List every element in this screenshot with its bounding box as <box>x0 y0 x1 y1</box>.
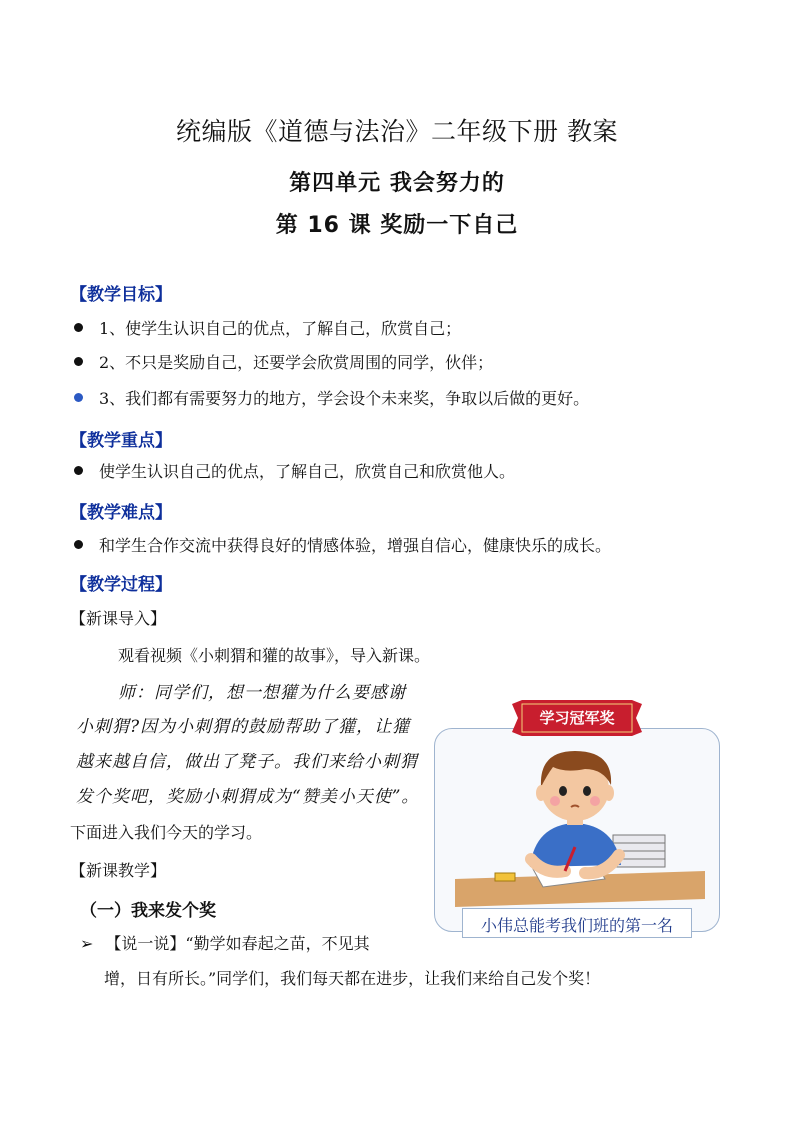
teacher-line: 小刺猬?因为小刺猬的鼓励帮助了獾，让獾 <box>76 717 411 737</box>
boy-studying-image <box>435 729 719 931</box>
intro-label: 【新课导入】 <box>70 609 167 628</box>
intro-text: 观看视频《小刺猬和獾的故事》，导入新课。 <box>118 646 431 665</box>
document-title: 统编版《道德与法治》二年级下册 教案 <box>176 117 618 146</box>
difficulty-item: 和学生合作交流中获得良好的情感体验，增强自信心，健康快乐的成长。 <box>74 535 611 557</box>
teach-label: 【新课教学】 <box>70 861 167 880</box>
key-points-heading: 【教学重点】 <box>70 431 172 451</box>
goal-item: 1、使学生认识自己的优点，了解自己，欣赏自己； <box>74 318 461 340</box>
teacher-line: 下面进入我们今天的学习。 <box>70 823 263 842</box>
goal-item: 3、我们都有需要努力的地方，学会设个未来奖，争取以后做的更好。 <box>74 388 589 410</box>
illustration-frame <box>434 728 720 932</box>
goals-heading: 【教学目标】 <box>70 285 172 305</box>
goal-item: 2、不只是奖励自己，还要学会欣赏周围的同学，伙伴； <box>74 352 493 374</box>
bullet-icon <box>74 393 83 402</box>
part1-title: （一）我来发个奖 <box>80 901 216 921</box>
teacher-line: 越来越自信，做出了凳子。我们来给小刺猬 <box>76 752 418 772</box>
unit-title: 第四单元 我会努力的 <box>289 171 505 196</box>
caption-text: 小伟总能考我们班的第一名 <box>480 916 673 935</box>
teacher-line: 发个奖吧，奖励小刺猬成为“赞美小天使”。 <box>76 787 420 807</box>
say-line: ➢ 【说一说】“勤学如春起之苗，不见其 <box>80 934 370 953</box>
caption-box <box>462 908 692 938</box>
teacher-line: 师：同学们，想一想獾为什么要感谢 <box>118 683 406 703</box>
bullet-icon <box>74 540 83 549</box>
lesson-title: 第 16 课 奖励一下自己 <box>275 213 519 238</box>
key-point-item: 使学生认识自己的优点，了解自己，欣赏自己和欣赏他人。 <box>74 461 515 483</box>
award-banner-text: 学习冠军奖 <box>539 709 615 727</box>
bullet-icon <box>74 466 83 475</box>
process-heading: 【教学过程】 <box>70 575 172 595</box>
difficulties-heading: 【教学难点】 <box>70 503 172 523</box>
bullet-icon <box>74 323 83 332</box>
arrow-bullet-icon: ➢ <box>80 934 94 953</box>
bullet-icon <box>74 357 83 366</box>
award-illustration <box>434 700 720 935</box>
say-line-cont: 增，日有所长。”同学们，我们每天都在进步，让我们来给自己发个奖！ <box>104 969 601 988</box>
